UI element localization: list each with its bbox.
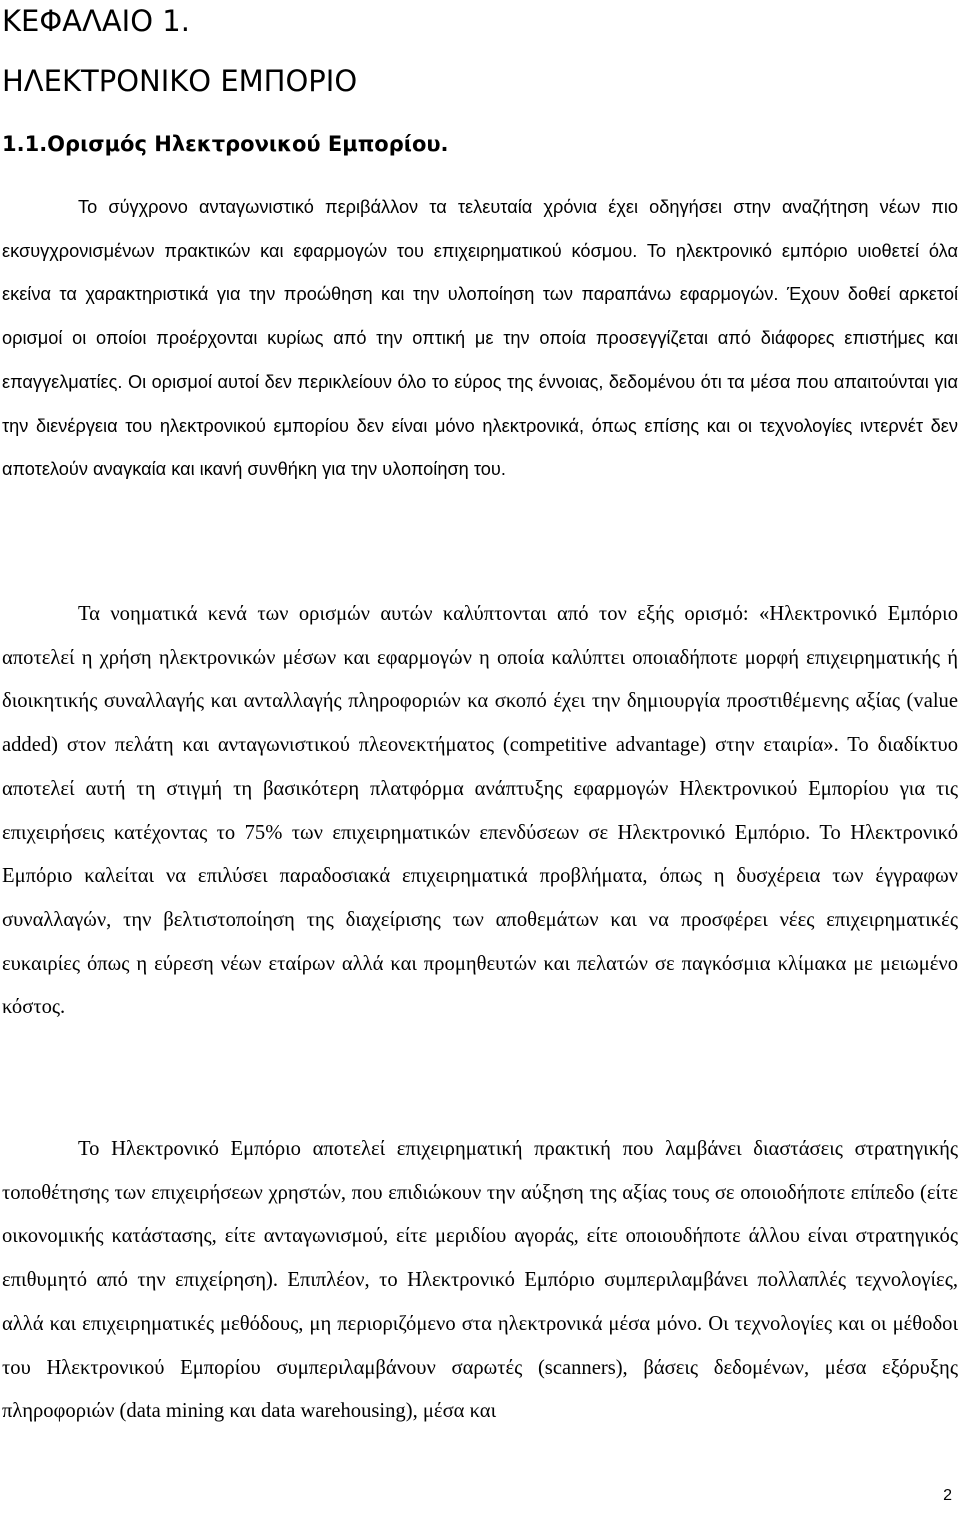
- body-paragraph: Το σύγχρονο ανταγωνιστικό περιβάλλον τα τελευταία χρόνια έχει οδηγήσει στην αναζήτηση νέων πιο εκσυγχρονισμένων πρακτικών και εφαρμογών του επιχειρηματικού κόσμου. Το ηλεκτρονικό εμπόριο υιοθετεί όλα εκείνα τα χαρακτηριστικά για την προώθηση και την υλοποίηση των παραπάνω εφαρμογών. Έχουν δοθεί αρκετοί ορισμοί οι οποίοι προέρχονται κυρίως από την οπτική με την οποία προσεγγίζεται από διάφορες επιστήμες και επαγγελματίες. Οι ορισμοί αυτοί δεν περικλείουν όλο το εύρος της έννοιας, δεδομένου ότι τα μέσα που απαιτούνται για την διενέργεια του ηλεκτρονικού εμπορίου δεν είναι μόνο ηλεκτρονικά, όπως επίσης και οι τεχνολογίες ιντερνέτ δεν αποτελούν αναγκαία και ικανή συνθήκη για την υλοποίηση του.: [2, 197, 958, 480]
- body-paragraph: Το Ηλεκτρονικό Εμπόριο αποτελεί επιχειρηματική πρακτική που λαμβάνει διαστάσεις στρατηγικής τοποθέτησης των επιχειρήσεων χρηστών, που επιδιώκουν την αύξηση της αξίας τους σε οποιοδήποτε επίπεδο (είτε οικονομικής κατάστασης, είτε ανταγωνισμού, είτε μεριδίου αγοράς, είτε οποιουδήποτε άλλου είναι στρατηγικός επιθυμητό από την επιχείρηση). Επιπλέον, το Ηλεκτρονικό Εμπόριο συμπεριλαμβάνει πολλαπλές τεχνολογίες, αλλά και επιχειρηματικές μεθόδους, μη περιοριζόμενο στα ηλεκτρονικά μέσα μόνο. Οι τεχνολογίες και οι μέθοδοι του Ηλεκτρονικού Εμπορίου συμπεριλαμβάνουν σαρωτές (scanners), βάσεις δεδομένων, μέσα εξόρυξης πληροφοριών (data mining και data warehousing), μέσα και: [2, 1138, 958, 1423]
- page-number: 2: [943, 1487, 952, 1504]
- chapter-subtitle: ΗΛΕΚΤΡΟΝΙΚΟ ΕΜΠΟΡΙΟ: [2, 64, 358, 98]
- section-title: 1.1.Ορισμός Ηλεκτρονικού Εμπορίου.: [2, 132, 449, 156]
- chapter-title: ΚΕΦΑΛΑΙΟ 1.: [2, 4, 190, 38]
- body-paragraph: Τα νοηματικά κενά των ορισμών αυτών καλύπτονται από τον εξής ορισμό: «Ηλεκτρονικό Εμπόριο αποτελεί η χρήση ηλεκτρονικών μέσων και εφαρμογών η οποία καλύπτει οποιαδήποτε μορφή επιχειρηματικής ή διοικητικής συναλλαγής και ανταλλαγής πληροφοριών κα σκοπό έχει την δημιουργία προστιθέμενης αξίας (value added) στον πελάτη και ανταγωνιστικού πλεονεκτήματος (competitive advantage) στην εταιρία». Το διαδίκτυο αποτελεί αυτή τη στιγμή τη βασικότερη πλατφόρμα ανάπτυξης εφαρμογών Ηλεκτρονικού Εμπορίου για τις επιχειρήσεις κατέχοντας το 75% των επιχειρηματικών επενδύσεων σε Ηλεκτρονικό Εμπόριο. Το Ηλεκτρονικό Εμπόριο καλείται να επιλύσει παραδοσιακά επιχειρηματικά προβλήματα, όπως η δυσχέρεια των έγγραφων συναλλαγών, την βελτιστοποίηση της διαχείρισης των αποθεμάτων και να προσφέρει νέες επιχειρηματικές ευκαιρίες όπως η εύρεση νέων εταίρων αλλά και προμηθευτών και πελατών σε παγκόσμια κλίμακα με μειωμένο κόστος.: [2, 603, 958, 1019]
